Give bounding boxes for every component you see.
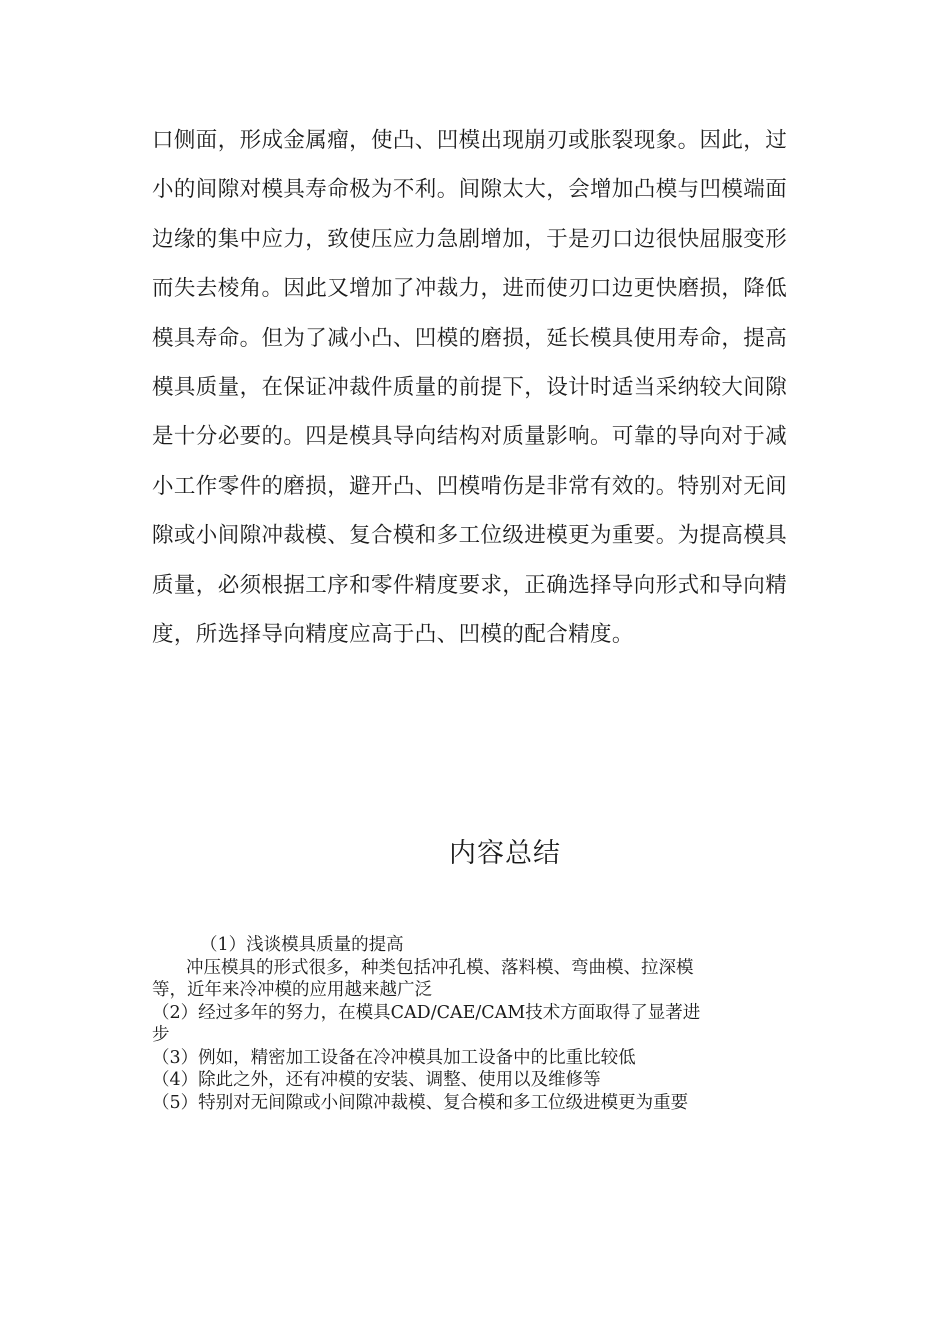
summary-item: （1）浅谈模具质量的提高: [200, 935, 404, 955]
body-line: 边缘的集中应力，致使压应力急剧增加，于是刃口边很快屈服变形: [152, 226, 788, 252]
body-line: 度，所选择导向精度应高于凸、凹模的配合精度。: [152, 622, 634, 648]
body-line: 模具质量，在保证冲裁件质量的前提下，设计时适当采纳较大间隙: [152, 375, 788, 401]
body-line: 小工作零件的磨损，避开凸、凹模啃伤是非常有效的。特别对无间: [152, 473, 788, 499]
summary-item: （2）经过多年的努力，在模具CAD/CAE/CAM技术方面取得了显著进: [152, 1002, 701, 1023]
body-line: 而失去棱角。因此又增加了冲裁力，进而使刃口边更快磨损，降低: [152, 276, 788, 302]
body-line: 隙或小间隙冲裁模、复合模和多工位级进模更为重要。为提高模具: [152, 523, 788, 549]
body-line: 口侧面，形成金属瘤，使凸、凹模出现崩刃或胀裂现象。因此，过: [152, 128, 788, 153]
summary-item: 步: [152, 1025, 170, 1045]
summary-item: （4）除此之外，还有冲模的安装、调整、使用以及维修等: [152, 1070, 601, 1090]
body-paragraph: [152, 116, 802, 659]
summary-item: 等，近年来冷冲模的应用越来越广泛: [152, 980, 432, 1000]
summary-item: （3）例如，精密加工设备在冷冲模具加工设备中的比重比较低: [152, 1047, 636, 1068]
body-line: 质量，必须根据工序和零件精度要求，正确选择导向形式和导向精: [152, 572, 788, 598]
summary-title: 内容总结: [449, 838, 561, 869]
summary-list: [152, 934, 802, 1114]
body-line: 是十分必要的。四是模具导向结构对质量影响。可靠的导向对于减: [152, 424, 788, 450]
body-line: 模具寿命。但为了减小凸、凹模的磨损，延长模具使用寿命，提高: [152, 325, 788, 351]
summary-item: （5）特别对无间隙或小间隙冲裁模、复合模和多工位级进模更为重要: [152, 1092, 689, 1113]
body-line: 小的间隙对模具寿命极为不利。间隙太大，会增加凸模与凹模端面: [152, 177, 788, 203]
summary-item: 冲压模具的形式很多，种类包括冲孔模、落料模、弯曲模、拉深模: [186, 957, 694, 978]
